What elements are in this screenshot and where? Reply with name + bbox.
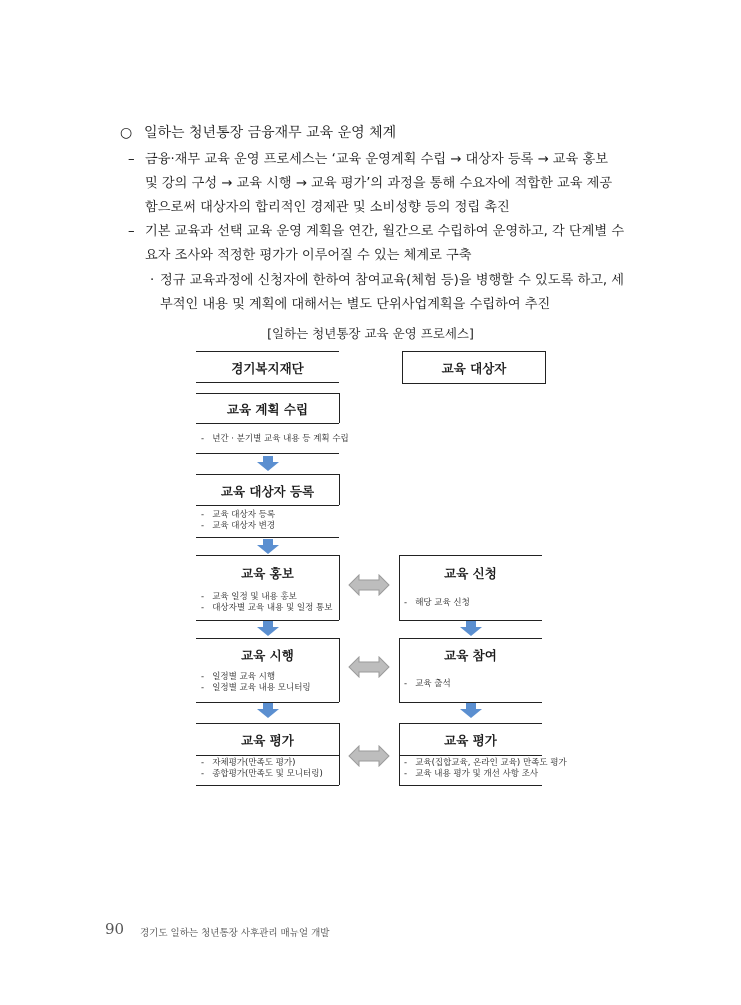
step-bullets [404,598,470,609]
step-bullets [201,434,349,445]
item-line: 금융·재무 교육 운영 프로세스는 ‘교육 운영계획 수립 → 대상자 등록 → 교육 홍보 [145,152,608,167]
step-evaluate-participant [399,723,567,785]
step-plan [196,393,349,453]
diagram-caption: [일하는 청년통장 교육 운영 프로세스] [267,326,474,341]
step-bullets [201,672,311,694]
step-title: 교육 시행 [241,648,294,663]
step-bullet: - 교육 일정 및 내용 홍보 [201,592,332,603]
step-bullet: - 교육 대상자 변경 [201,521,275,532]
step-promote [196,555,339,620]
step-apply [399,555,542,620]
step-bullets [201,758,323,780]
step-bullets [201,592,332,614]
step-bullet: - 자체평가(만족도 평가) [201,758,323,769]
right-header-box [402,351,546,384]
step-title: 교육 평가 [444,733,497,748]
page-number: 90 [105,920,125,938]
step-bullet: - 교육 내용 평가 및 개선 사항 조사 [404,769,567,780]
step-bullet: - 교육 대상자 등록 [201,510,275,521]
subitem-marker: · [150,273,155,288]
arrow-down-icon [256,539,280,555]
right-header: 교육 대상자 [441,361,507,376]
step-title: 교육 계획 수립 [226,402,309,417]
step-bullet: - 일정별 교육 시행 [201,672,311,683]
exchange-arrow-icon [348,656,390,678]
subitem-line: 정규 교육과정에 신청자에 한하여 참여교육(체험 등)을 병행할 수 있도록 하고, 세 [160,273,625,288]
step-title: 교육 대상자 등록 [220,484,315,499]
step-bullet: - 해당 교육 신청 [404,598,470,609]
step-bullet: - 교육(집합교육, 온라인 교육) 만족도 평가 [404,758,567,769]
step-bullets [404,758,567,780]
exchange-arrow-icon [348,574,390,596]
arrow-down-icon [256,703,280,719]
left-header: 경기복지재단 [231,361,304,376]
item-line: 기본 교육과 선택 교육 운영 계획을 연간, 월간으로 수립하여 운영하고, 각 단계별 수 [145,224,625,239]
step-bullet: - 년간 · 분기별 교육 내용 등 계획 수립 [201,434,349,445]
footer-text: 경기도 일하는 청년통장 사후관리 매뉴얼 개발 [140,928,330,939]
item-line: 함으로써 대상자의 합리적인 경제관 및 소비성향 등의 정립 촉진 [145,200,510,215]
section-title: 일하는 청년통장 금융재무 교육 운영 체계 [144,125,397,141]
step-register [196,474,339,537]
step-title: 교육 평가 [241,733,294,748]
item-marker: – [128,152,135,167]
step-bullet: - 일정별 교육 내용 모니터링 [201,683,311,694]
step-bullet: - 종합평가(만족도 및 모니터링) [201,769,323,780]
item-marker: – [128,224,135,239]
arrow-down-icon [256,621,280,637]
arrow-down-icon [459,703,483,719]
step-title: 교육 신청 [444,566,497,581]
step-bullets [404,679,451,690]
step-execute [196,638,339,702]
step-title: 교육 홍보 [241,566,294,581]
step-bullet: - 교육 출석 [404,679,451,690]
step-title: 교육 참여 [444,648,497,663]
subitem-line: 부적인 내용 및 계획에 대해서는 별도 단위사업계획을 수립하여 추진 [160,297,551,312]
left-header-box [196,351,339,382]
item-line: 및 강의 구성 → 교육 시행 → 교육 평가’의 과정을 통해 수요자에 적합한 교육 제공 [145,176,613,191]
step-bullets [201,510,275,532]
item-line: 요자 조사와 적정한 평가가 이루어질 수 있는 체계로 구축 [145,248,472,263]
arrow-down-icon [256,456,280,472]
step-bullet: - 대상자별 교육 내용 및 일정 통보 [201,603,332,614]
exchange-arrow-icon [348,745,390,767]
section-marker: ○ [120,125,133,141]
step-evaluate [196,723,339,785]
step-attend [399,638,542,702]
arrow-down-icon [459,621,483,637]
